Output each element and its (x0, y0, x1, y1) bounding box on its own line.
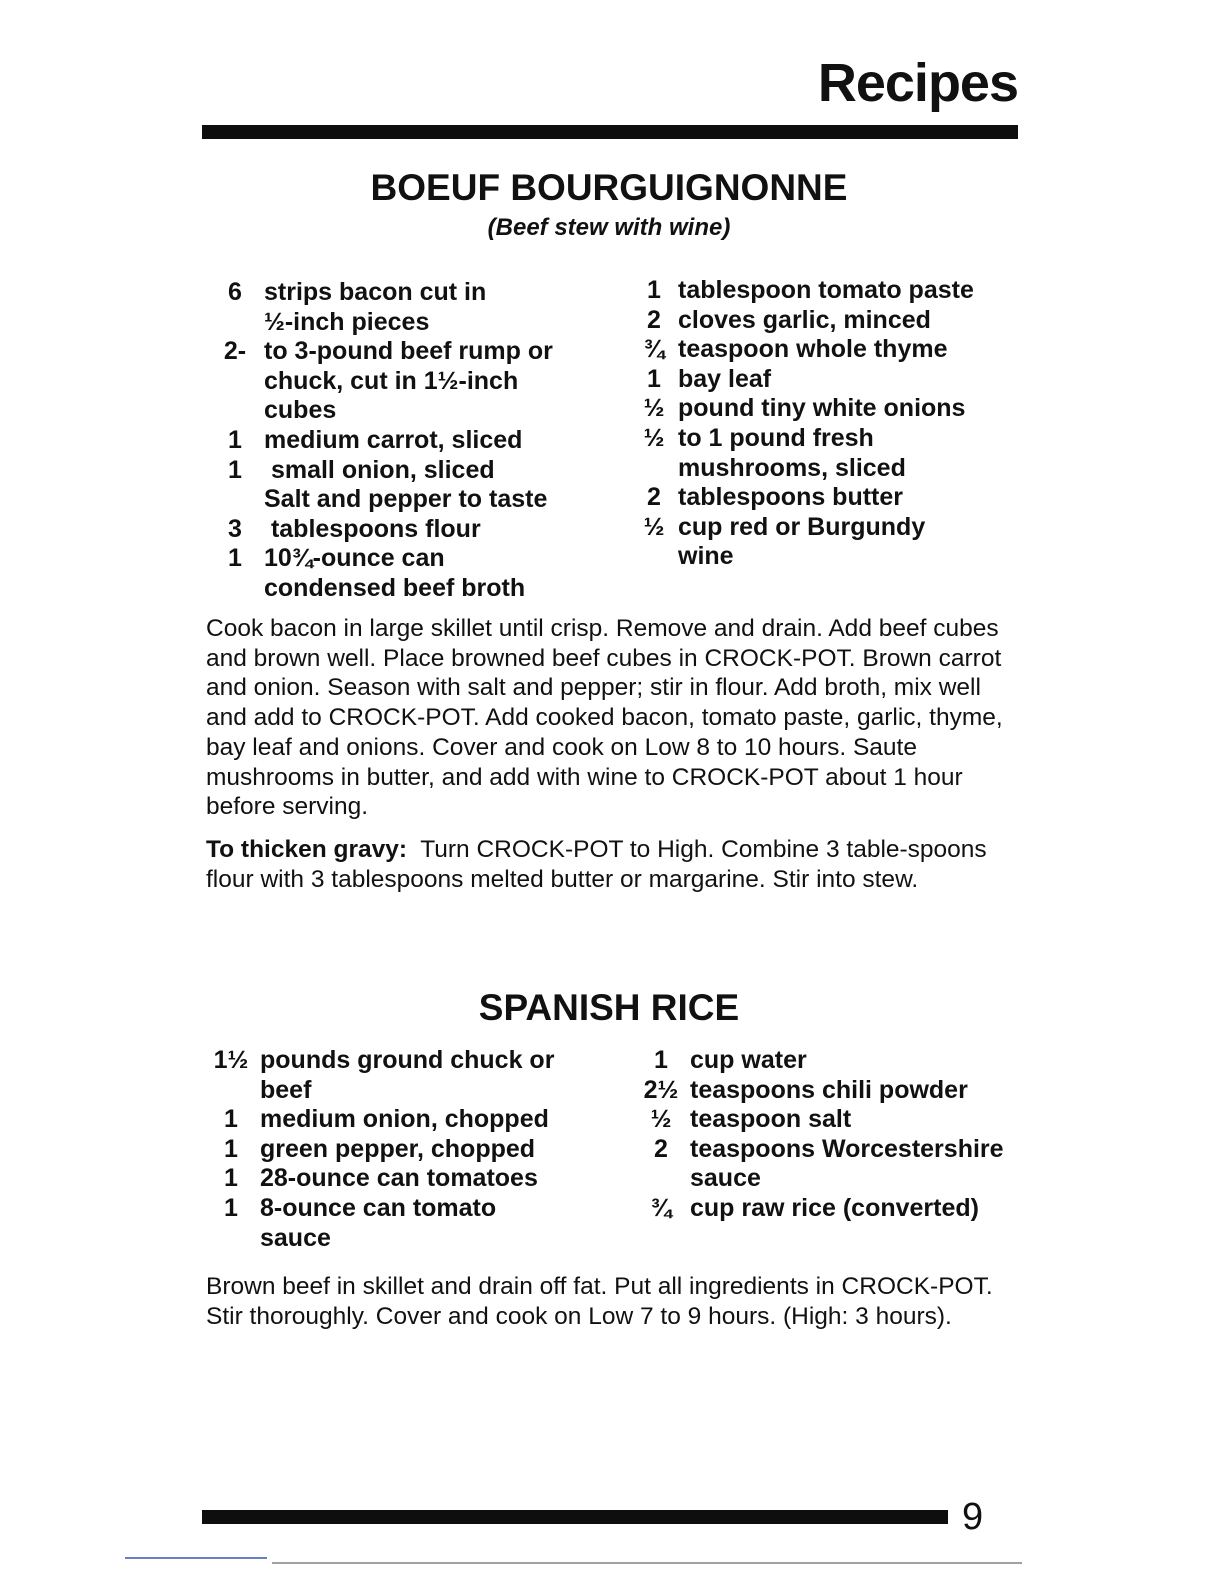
ingredient-line: pound tiny white onions (678, 394, 966, 423)
ingredient-line: to 3-pound beef rump or (264, 337, 553, 366)
ingredient-line: 28-ounce can tomatoes (260, 1164, 538, 1193)
ingredient-item (630, 513, 1020, 572)
note-label: To thicken gravy: (206, 836, 408, 863)
recipe-subtitle-boeuf: (Beef stew with wine) (487, 214, 731, 241)
ingredient-description (260, 1194, 602, 1253)
ingredient-description (260, 1105, 602, 1135)
ingredient-description (264, 456, 606, 515)
ingredient-line: 8-ounce can tomato (260, 1193, 497, 1222)
ingredient-line: teaspoon whole thyme (678, 335, 948, 364)
ingredient-description (260, 1046, 602, 1105)
ingredient-quantity: 1 (224, 1193, 238, 1222)
top-rule (202, 125, 1018, 139)
recipe-title-spanish-rice: SPANISH RICE (478, 987, 740, 1028)
page-number: 9 (962, 1496, 984, 1538)
ingredient-description (678, 513, 1020, 572)
ingredient-item (630, 394, 1020, 424)
ingredient-item (630, 424, 1020, 483)
ingredient-quantity: ½ (643, 423, 665, 452)
ingredient-line: cup water (690, 1046, 807, 1074)
ingredient-quantity: 1 (647, 276, 661, 304)
ingredient-quantity: 2- (223, 337, 247, 366)
ingredient-line: cup red or Burgundy (678, 512, 926, 541)
note-boeuf (206, 835, 1016, 894)
ingredient-item (630, 365, 1020, 395)
ingredient-item (202, 1194, 602, 1253)
recipe-title-boeuf: BOEUF BOURGUIGNONNE (370, 167, 848, 208)
ingredient-line: to 1 pound fresh (678, 423, 874, 452)
ingredient-description (690, 1076, 1032, 1106)
ingredient-description (678, 394, 1020, 424)
ingredient-quantity: 2½ (643, 1075, 679, 1104)
ingredients-right-spanish-rice (632, 1046, 1032, 1224)
ingredient-description (264, 515, 606, 545)
ingredient-item (632, 1046, 1032, 1076)
ingredient-description (690, 1135, 1032, 1194)
ingredient-line: pounds ground chuck or (260, 1046, 555, 1074)
ingredient-item (202, 1135, 602, 1165)
ingredient-line: medium onion, chopped (260, 1105, 549, 1134)
ingredient-item (632, 1105, 1032, 1135)
ingredient-item (206, 426, 606, 456)
scan-artifact-line (125, 1557, 267, 1559)
ingredient-item (632, 1135, 1032, 1194)
ingredient-description (678, 424, 1020, 483)
ingredient-line: teaspoon salt (690, 1105, 852, 1134)
bottom-rule (202, 1510, 948, 1524)
ingredient-quantity: 1 (647, 364, 661, 393)
ingredient-quantity: ½ (650, 1105, 672, 1134)
ingredient-line: sauce (690, 1164, 761, 1193)
ingredient-quantity: 1½ (213, 1046, 249, 1074)
ingredient-quantity: 1 (228, 425, 242, 454)
ingredient-description (264, 544, 606, 603)
ingredient-line: wine (678, 542, 734, 571)
ingredient-line: tablespoons flour (264, 514, 481, 543)
ingredient-line: cubes (264, 396, 337, 425)
ingredient-line: tablespoons butter (678, 483, 904, 512)
ingredient-quantity: 1 (224, 1134, 238, 1163)
directions-spanish-rice: Brown beef in skillet and drain off fat. Put all ingredients in CROCK-POT. Stir thoroughly. Cover and cook on Low 7 to 9 hours. (High: 3 hours). (206, 1273, 993, 1330)
ingredient-quantity: 2 (654, 1134, 668, 1163)
page-header (200, 50, 1018, 116)
ingredient-quantity: ¾ (650, 1193, 672, 1222)
ingredient-description (678, 365, 1020, 395)
ingredient-description (678, 335, 1020, 365)
directions-boeuf: Cook bacon in large skillet until crisp. Remove and drain. Add beef cubes and brown well. Place browned beef cubes in CROCK-POT. Brown carrot and onion. Season with salt and pepper; stir in flour. Add broth, mix well and add to CROCK-POT. Add cooked bacon, tomato paste, garlic, thyme, bay leaf and onions. Cover and cook on Low 8 to 10 hours. Saute mushrooms in butter, and add with wine to CROCK-POT about 1 hour before serving. (206, 615, 1003, 821)
ingredient-item (630, 306, 1020, 336)
note-text: Turn CROCK-POT to High. Combine 3 table-spoons flour with 3 tablespoons melted butter or margarine. Stir into stew. (206, 836, 987, 893)
ingredient-description (678, 276, 1020, 306)
ingredient-description (678, 306, 1020, 336)
ingredient-line: cup raw rice (converted) (690, 1193, 979, 1222)
ingredient-item (630, 335, 1020, 365)
ingredient-line: beef (260, 1075, 312, 1104)
ingredient-quantity: ½ (643, 512, 665, 541)
ingredient-item (202, 1046, 602, 1105)
ingredient-item (632, 1076, 1032, 1106)
ingredient-line: teaspoons Worcestershire (690, 1134, 1004, 1163)
ingredient-description (264, 278, 606, 337)
ingredient-quantity: 3 (228, 514, 242, 543)
ingredient-line: 10¾-ounce can (264, 544, 445, 573)
ingredient-line: small onion, sliced (264, 455, 495, 484)
ingredient-item (206, 544, 606, 603)
ingredient-line: medium carrot, sliced (264, 425, 523, 454)
ingredient-line: ½-inch pieces (264, 307, 430, 336)
ingredient-quantity: 2 (647, 483, 661, 512)
ingredient-item (206, 515, 606, 545)
ingredients-right-boeuf (630, 276, 1020, 572)
ingredient-item (630, 276, 1020, 306)
ingredient-description (264, 337, 606, 426)
ingredient-quantity: ¾ (643, 335, 665, 364)
ingredient-description (690, 1194, 1032, 1224)
ingredient-line: mushrooms, sliced (678, 453, 906, 482)
ingredient-line: sauce (260, 1223, 331, 1252)
ingredient-description (678, 483, 1020, 513)
ingredient-quantity: 1 (228, 455, 242, 484)
ingredient-quantity: 1 (654, 1046, 668, 1074)
ingredient-item (202, 1164, 602, 1194)
ingredient-quantity: 1 (224, 1105, 238, 1134)
ingredient-item (632, 1194, 1032, 1224)
ingredient-line: chuck, cut in 1½-inch (264, 366, 519, 395)
ingredient-line: bay leaf (678, 364, 772, 393)
ingredient-line: teaspoons chili powder (690, 1075, 968, 1104)
ingredient-description (690, 1046, 1032, 1076)
ingredient-line: Salt and pepper to taste (264, 485, 548, 514)
ingredient-line: tablespoon tomato paste (678, 276, 974, 304)
ingredient-line: condensed beef broth (264, 573, 526, 602)
ingredients-left-spanish-rice (202, 1046, 602, 1253)
ingredient-description (260, 1164, 602, 1194)
ingredients-left-boeuf (206, 278, 606, 604)
ingredient-quantity: 1 (228, 544, 242, 573)
ingredient-item (206, 278, 606, 337)
ingredient-description (690, 1105, 1032, 1135)
section-title: Recipes (817, 53, 1018, 113)
ingredient-item (206, 337, 606, 426)
ingredient-description (264, 426, 606, 456)
scan-artifact-line (272, 1562, 1022, 1564)
ingredient-line: strips bacon cut in (264, 278, 487, 306)
ingredient-item (202, 1105, 602, 1135)
ingredient-quantity: ½ (643, 394, 665, 423)
ingredient-line: green pepper, chopped (260, 1134, 536, 1163)
ingredient-quantity: 1 (224, 1164, 238, 1193)
ingredient-line: cloves garlic, minced (678, 305, 931, 334)
ingredient-item (206, 456, 606, 515)
ingredient-quantity: 6 (228, 278, 242, 306)
ingredient-item (630, 483, 1020, 513)
ingredient-quantity: 2 (647, 305, 661, 334)
ingredient-description (260, 1135, 602, 1165)
